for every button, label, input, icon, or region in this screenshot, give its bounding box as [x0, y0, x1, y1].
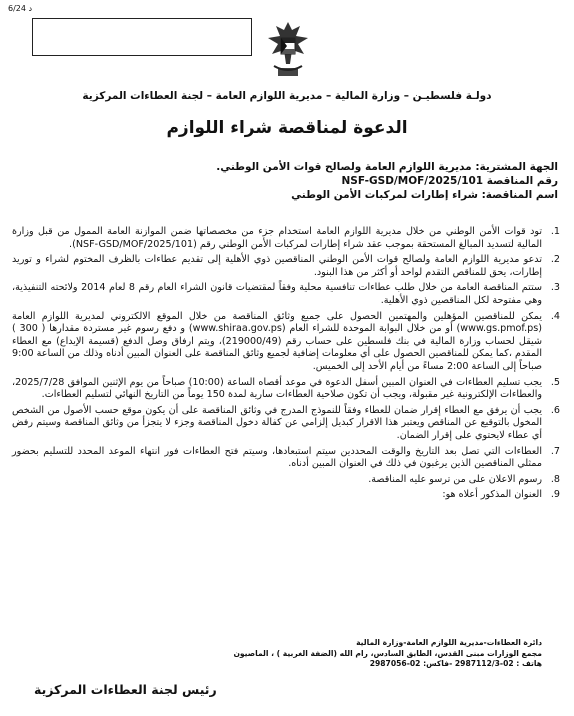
tender-name-line: اسم المناقصة: شراء إطارات لمركبات الأمن الوطني	[291, 189, 558, 201]
list-item: 6. يجب أن يرفق مع العطاء إقرار ضمان للعطاء وفقاً للنموذج المدرج في وثائق المناقصة على أن يكون موقع حسب الأصول من الشخص المخول بالتوقيع عن المناقص ويعتبر هذا الاقرار كبديل إلزامي عن كفالة دخول المناقصة وجزء لا يتجزأ من وثائق المناقصة وسيتم رفض أي عطاء لايحتوي على إقرار الضمان.	[12, 404, 560, 441]
reference-box	[32, 18, 252, 56]
list-item: 4. يمكن للمناقصين المؤهلين والمهتمين الحصول على جميع وثائق المناقصة من خلال الموقع الالكتروني لمديرية اللوازم العامة (www.gs.pmof.ps) أو من خلال البوابة الموحدة للشراء العام (www.shiraa.gov.ps) و دفع رسوم غير مستردة مقدارها ( 300 ) شيقل لحساب وزارة المالية في بنك فلسطين على حساب رقم (219000/49)، ويتم ارفاق وصل الدفع (قسيمة الإيداع) مع العطاء المقدم ،كما يمكن للمناقصين الحصول على أي معلومات إضافية لجميع وثائق المناقصة على العنوان المبين أدناه وذلك من الساعة 9:00 صباحاً إلى الساعة 2:00 مساءً من أيام الأحد إلى الخميس.	[12, 310, 560, 372]
item-text: ستتم المناقصة العامة من خلال طلب عطاءات تنافسية محلية وفقاً لمقتضيات قانون الشراء العام رقم 8 لعام 2014 ولائحته التنفيذية، وهي مفتوحة لكل المناقصين ذوي الأهلية.	[12, 282, 542, 306]
signature-title: رئيس لجنة العطاءات المركزية	[34, 682, 217, 697]
address-line-2: مجمع الوزارات مبنى القدس، الطابق السادس، رام الله (الضفة الغربية ) ، الماصيون	[233, 648, 542, 658]
item-text: تود قوات الأمن الوطني من خلال مديرية اللوازم العامة استخدام جزء من مخصصاتها ضمن الموازنة العامة الممول من قبل وزارة المالية لتسديد المبالغ المستحقة بموجب عقد شراء إطارات لمركبات الأمن الوطني رقم (NSF-GSD/MOF/2025/101).	[12, 226, 542, 250]
tender-number-line: رقم المناقصة NSF-GSD/MOF/2025/101	[341, 175, 558, 187]
list-item: 3. ستتم المناقصة العامة من خلال طلب عطاءات تنافسية محلية وفقاً لمقتضيات قانون الشراء العام رقم 8 لعام 2014 ولائحته التنفيذية، وهي مفتوحة لكل المناقصين ذوي الأهلية.	[12, 282, 560, 306]
item-text: تدعو مديرية اللوازم العامة ولصالح قوات الأمن الوطني المناقصين ذوي الأهلية إلى تقديم عطاءات بالظرف المختوم لشراء و توريد إطارات، يحق للمناقص التقدم لواحد أو أكثر من هذا البنود.	[12, 254, 542, 278]
list-item: 9. العنوان المذكور أعلاه هو:	[12, 489, 560, 502]
item-text: العطاءات التي تصل بعد التاريخ والوقت المحددين سيتم استبعادها، وسيتم فتح العطاءات فور انتهاء الموعد المحدد للتسليم بحضور ممثلي المناقصين الذين يرغبون في ذلك في العنوان المبين أدناه.	[12, 445, 542, 470]
item-text: يجب أن يرفق مع العطاء إقرار ضمان للعطاء وفقاً للنموذج المدرج في وثائق المناقصة على أن يكون موقع حسب الأصول من الشخص المخول بالتوقيع عن المناقص ويعتبر هذا الاقرار كبديل إلزامي عن كفالة دخول المناقصة وجزء لا يتجزأ من وثائق المناقصة وسيتم رفض أي عطاء لايحتوي على إقرار الضمان.	[12, 404, 542, 441]
authority-line: دولـة فلسطيـن – وزارة المالية – مديرية اللوازم العامة – لجنة العطاءات المركزية	[82, 90, 492, 102]
palestine-eagle-emblem-icon	[264, 16, 312, 82]
item-text: يمكن للمناقصين المؤهلين والمهتمين الحصول على جميع وثائق المناقصة من خلال الموقع الالكتروني لمديرية اللوازم العامة (www.gs.pmof.ps) أو من خلال البوابة الموحدة للشراء العام (www.shiraa.gov.ps) و دفع رسوم غير مستردة مقدارها ( 300 ) شيقل لحساب وزارة المالية في بنك فلسطين على حساب رقم (219000/49)، ويتم ارفاق وصل الدفع (قسيمة الإيداع) مع العطاء المقدم ،كما يمكن للمناقصين الحصول على أي معلومات إضافية لجميع وثائق المناقصة على العنوان المبين أدناه وذلك من الساعة 9:00 صباحاً إلى الساعة 2:00 مساءً من أيام الأحد إلى الخميس.	[12, 310, 542, 372]
page-number: 6/24 د	[8, 4, 33, 13]
list-item: 1. تود قوات الأمن الوطني من خلال مديرية اللوازم العامة استخدام جزء من مخصصاتها ضمن الموازنة العامة الممول من قبل وزارة المالية لتسديد المبالغ المستحقة بموجب عقد شراء إطارات لمركبات الأمن الوطني رقم (NSF-GSD/MOF/2025/101).	[12, 226, 560, 250]
item-text: رسوم الاعلان على من ترسو عليه المناقصة.	[368, 473, 542, 485]
address-line-1: دائرة العطاءات-مديرية اللوازم العامة-وزارة المالية	[356, 638, 542, 647]
item-text: العنوان المذكور أعلاه هو:	[442, 489, 542, 501]
list-item: 7. العطاءات التي تصل بعد التاريخ والوقت المحددين سيتم استبعادها، وسيتم فتح العطاءات فور انتهاء الموعد المحدد للتسليم بحضور ممثلي المناقصين الذين يرغبون في ذلك في العنوان المبين أدناه.	[12, 445, 560, 470]
item-text: يجب تسليم العطاءات في العنوان المبين أسفل الدعوة في موعد أقصاه الساعة (10:00) صباحاً من يوم الإثنين الموافق 2025/7/28، والعطاءات الإلكترونية غير مقبولة، ويجب أن تكون صلاحية العطاءات سارية لمدة 150 يوماً من التاريخ النهائي لتسليم العطاءات.	[12, 376, 542, 401]
address-block	[42, 638, 542, 670]
list-item: 2. تدعو مديرية اللوازم العامة ولصالح قوات الأمن الوطني المناقصين ذوي الأهلية إلى تقديم عطاءات بالظرف المختوم لشراء و توريد إطارات، يحق للمناقص التقدم لواحد أو أكثر من هذا البنود.	[12, 254, 560, 278]
tender-items	[12, 226, 560, 505]
tender-info	[18, 160, 558, 202]
address-line-3: هاتف : 02-2987112/3 -فاكس: 02-2987056	[369, 659, 542, 668]
buyer-line: الجهة المشترية: مديرية اللوازم العامة ولصالح قوات الأمن الوطني.	[216, 161, 558, 173]
list-item: 8. رسوم الاعلان على من ترسو عليه المناقصة.	[12, 474, 560, 487]
list-item: 5. يجب تسليم العطاءات في العنوان المبين أسفل الدعوة في موعد أقصاه الساعة (10:00) صباحاً من يوم الإثنين الموافق 2025/7/28، والعطاءات الإلكترونية غير مقبولة، ويجب أن تكون صلاحية العطاءات سارية لمدة 150 يوماً من التاريخ النهائي لتسليم العطاءات.	[12, 376, 560, 401]
page-title: الدعوة لمناقصة شراء اللوازم	[166, 118, 408, 138]
